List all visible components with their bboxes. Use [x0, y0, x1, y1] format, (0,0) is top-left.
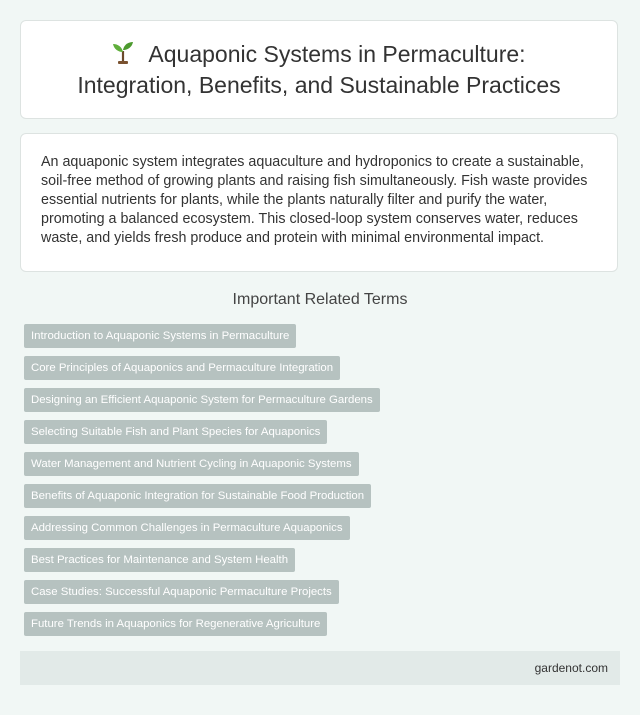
footer-site-name[interactable]: gardenot.com — [534, 661, 608, 675]
related-term-tag[interactable]: Core Principles of Aquaponics and Permaculture Integration — [24, 356, 340, 380]
related-term-tag[interactable]: Introduction to Aquaponic Systems in Permaculture — [24, 324, 296, 348]
title-card — [20, 20, 618, 119]
related-term-tag[interactable]: Selecting Suitable Fish and Plant Species for Aquaponics — [24, 420, 327, 444]
related-term-tag[interactable]: Benefits of Aquaponic Integration for Sustainable Food Production — [24, 484, 371, 508]
intro-card — [20, 133, 618, 272]
title-line-1: Aquaponic Systems in Permaculture: — [148, 40, 526, 67]
sprout-icon — [112, 40, 134, 64]
related-term-tag[interactable]: Addressing Common Challenges in Permaculture Aquaponics — [24, 516, 350, 540]
related-terms-heading: Important Related Terms — [232, 291, 408, 308]
page-title — [77, 39, 560, 101]
title-line-2: Integration, Benefits, and Sustainable Practices — [77, 71, 561, 98]
related-term-tag[interactable]: Designing an Efficient Aquaponic System for Permaculture Gardens — [24, 388, 380, 412]
related-term-tag[interactable]: Best Practices for Maintenance and System Health — [24, 548, 295, 572]
footer — [20, 651, 620, 685]
related-terms-list — [24, 324, 616, 644]
intro-paragraph: An aquaponic system integrates aquaculture and hydroponics to create a sustainable, soil-free method of growing plants and raising fish simultaneously. Fish waste provides essential nutrients for plants, while the plants naturally filter and purify the water, promoting a balanced ecosystem. This closed-loop system conserves water, reduces waste, and yields fresh produce and protein with minimal environmental impact. — [41, 154, 588, 246]
related-term-tag[interactable]: Case Studies: Successful Aquaponic Permaculture Projects — [24, 580, 339, 604]
related-term-tag[interactable]: Future Trends in Aquaponics for Regenerative Agriculture — [24, 612, 327, 636]
related-term-tag[interactable]: Water Management and Nutrient Cycling in Aquaponic Systems — [24, 452, 359, 476]
